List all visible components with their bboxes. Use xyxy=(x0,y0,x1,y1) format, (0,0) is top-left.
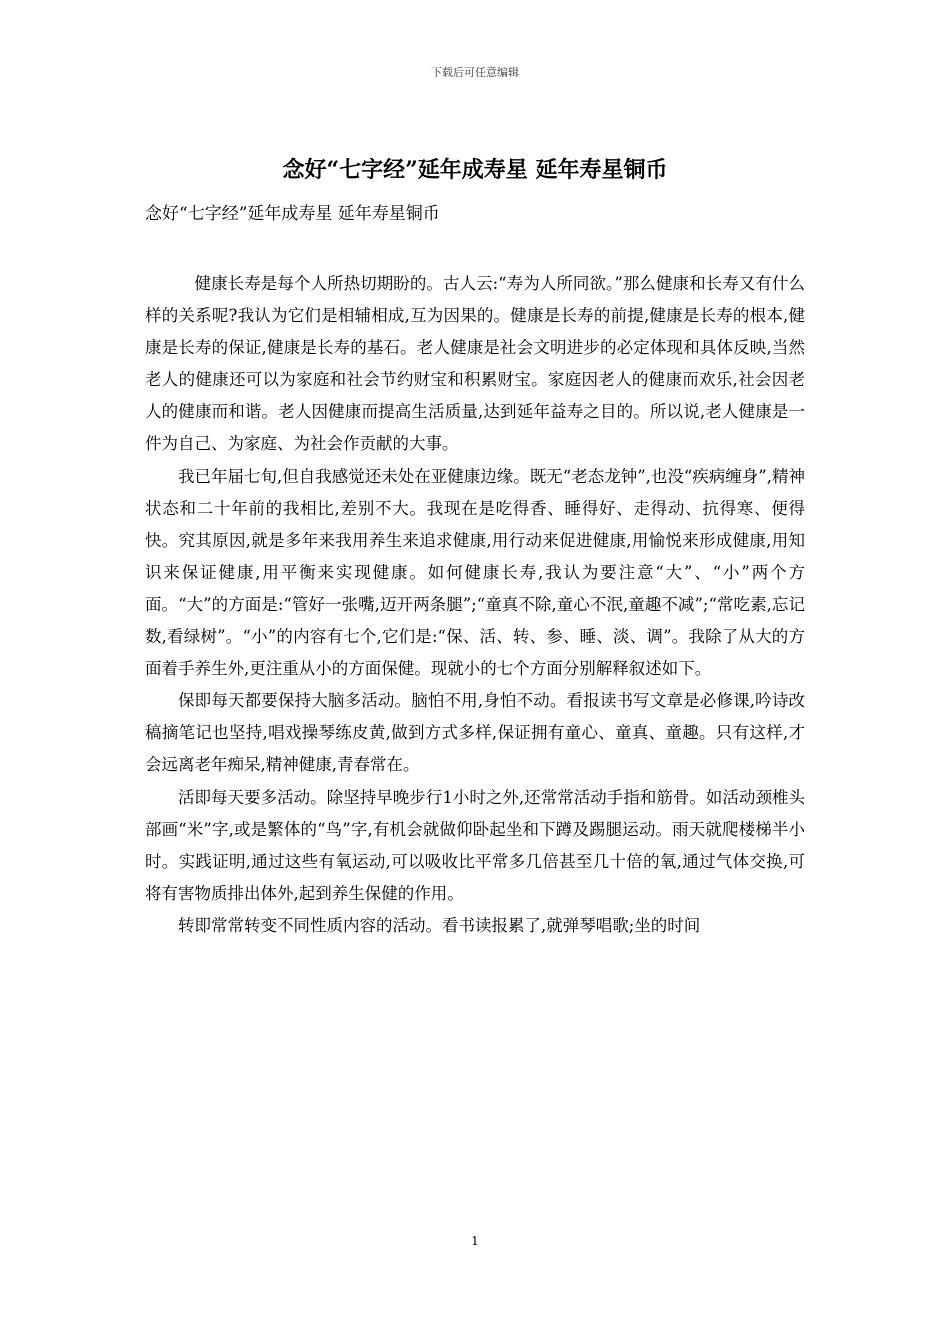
document-body xyxy=(145,268,805,942)
document-subtitle: 念好“七字经”延年成寿星 延年寿星铜币 xyxy=(145,204,440,224)
paragraph-huo: 活即每天要多活动。除坚持早晚步行1小时之外,还常常活动手指和筋骨。如活动颈椎头部画“米”字,或是繁体的“鸟”字,有机会就做仰卧起坐和下蹲及踢腿运动。雨天就爬楼梯半小时。实践证明,通过这些有氧运动,可以吸收比平常多几倍甚至几十倍的氧,通过气体交换,可将有害物质排出体外,起到养生保健的作用。 xyxy=(145,787,805,903)
paragraph-zhuan: 转即常常转变不同性质内容的活动。看书读报累了,就弹琴唱歌;坐的时间 xyxy=(178,915,701,935)
document-title: 念好“七字经”延年成寿星 延年寿星铜币 xyxy=(282,157,668,183)
paragraph-personal: 我已年届七旬,但自我感觉还未处在亚健康边缘。既无“老态龙钟”,也没“疾病缠身”,精神状态和二十年前的我相比,差别不大。我现在是吃得香、睡得好、走得动、抗得寒、便得快。究其原因,就是多年来我用养生来追求健康,用行动来促进健康,用愉悦来形成健康,用知识来保证健康,用平衡来实现健康。如何健康长寿,我认为要注意“大”、“小”两个方面。“大”的方面是:“管好一张嘴,迈开两条腿”;“童真不除,童心不泯,童趣不减”;“常吃素,忘记数,看绿树”。“小”的内容有七个,它们是:“保、活、转、参、睡、淡、调”。我除了从大的方面着手养生外,更注重从小的方面保健。现就小的七个方面分别解释叙述如下。 xyxy=(145,466,805,679)
paragraph-bao: 保即每天都要保持大脑多活动。脑怕不用,身怕不动。看报读书写文章是必修课,吟诗改稿摘笔记也坚持,唱戏操琴练皮黄,做到方式多样,保证拥有童心、童真、童趣。只有这样,才会远离老年痴呆,精神健康,青春常在。 xyxy=(145,691,805,775)
page-number: 1 xyxy=(471,1234,479,1248)
page-header-note: 下载后可任意编辑 xyxy=(431,66,519,79)
paragraph-intro: 健康长寿是每个人所热切期盼的。古人云:“寿为人所同欲。”那么健康和长寿又有什么样的关系呢?我认为它们是相辅相成,互为因果的。健康是长寿的前提,健康是长寿的根本,健康是长寿的保证,健康是长寿的基石。老人健康是社会文明进步的必定体现和具体反映,当然老人的健康还可以为家庭和社会节约财宝和积累财宝。家庭因老人的健康而欢乐,社会因老人的健康而和谐。老人因健康而提高生活质量,达到延年益寿之目的。所以说,老人健康是一件为自己、为家庭、为社会作贡献的大事。 xyxy=(145,274,805,454)
